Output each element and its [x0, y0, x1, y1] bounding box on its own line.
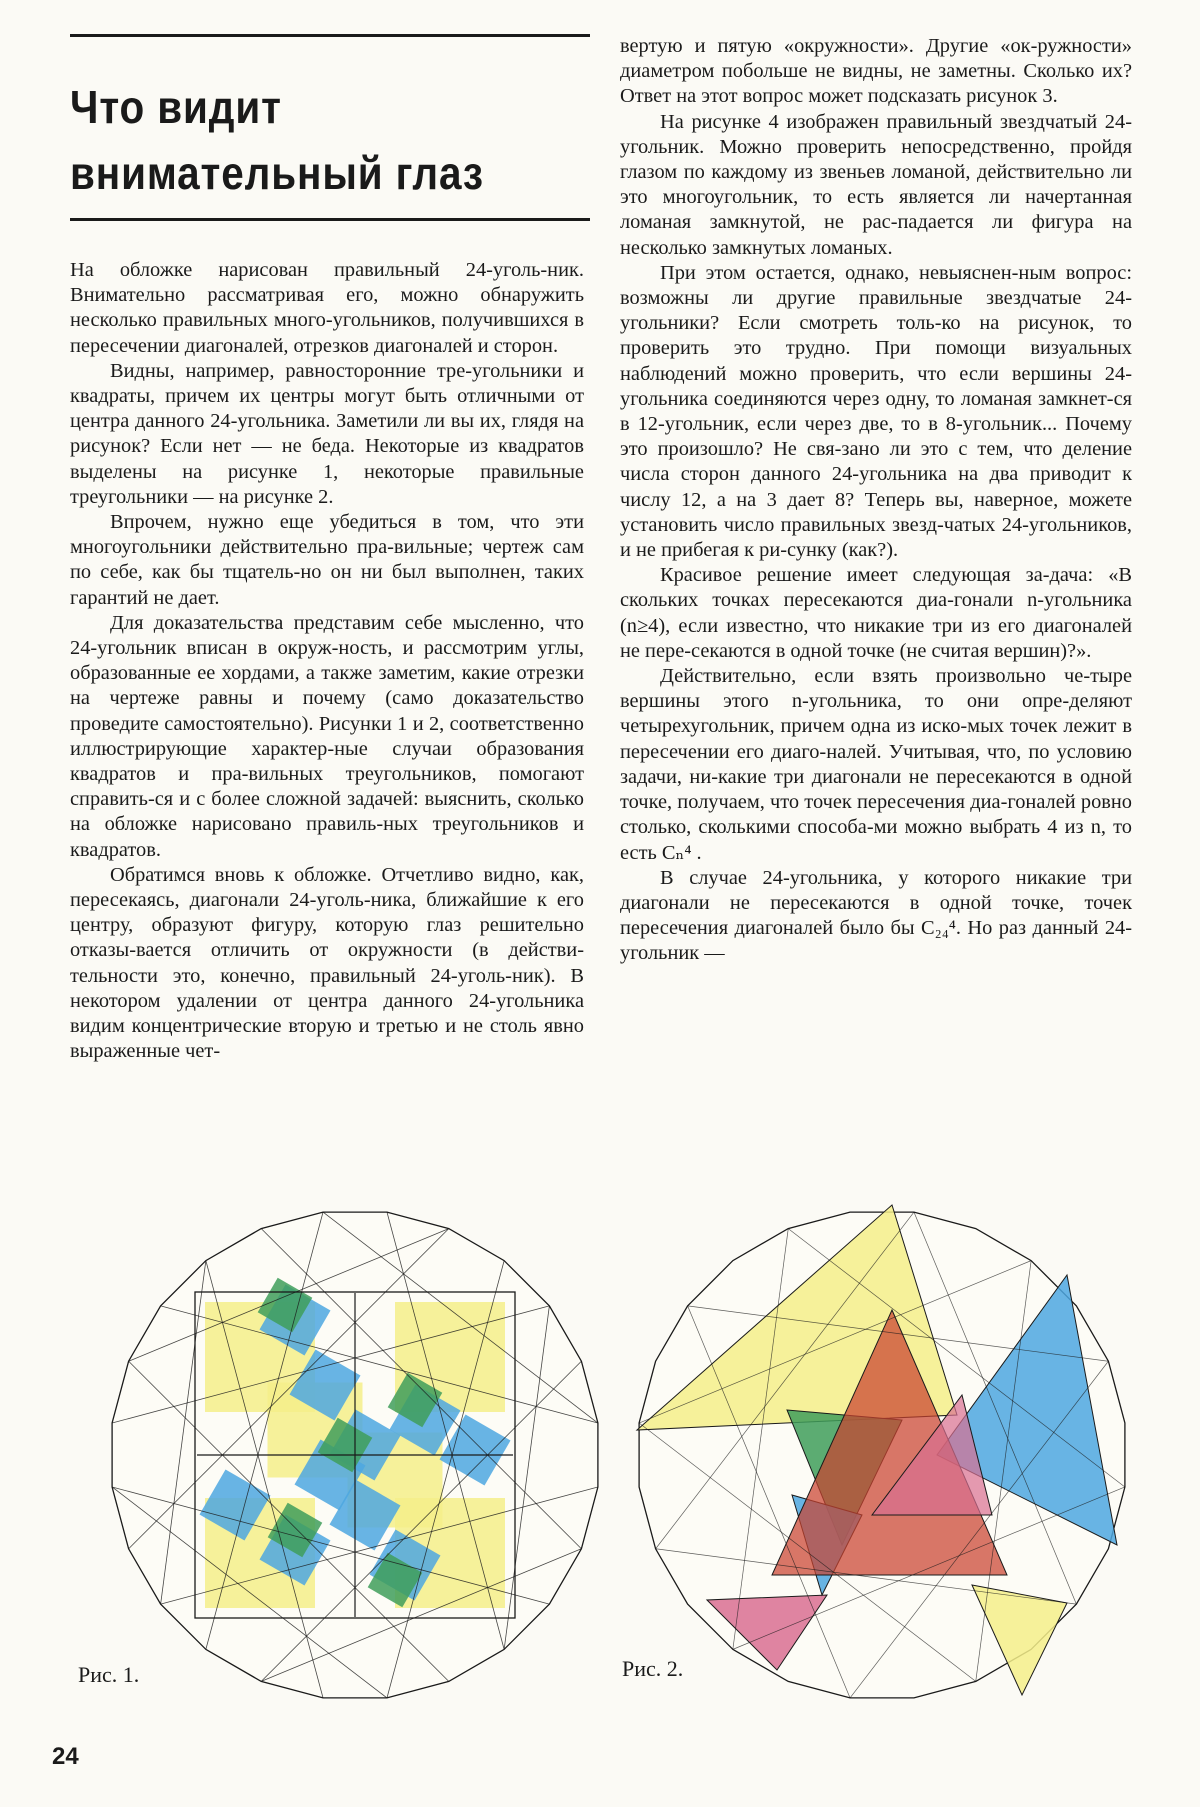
paragraph: Видны, например, равносторонние тре-угольники и квадраты, причем их центры могут быть отличными от центра данного 24-угольника. Заметили ли вы их, глядя на рисунок? Если нет — не беда. Некоторые из квадратов выделены на рисунке 1, некоторые правильные треугольники — на рисунке 2.: [70, 359, 584, 508]
paragraph: Обратимся вновь к обложке. Отчетливо видно, как, пересекаясь, диагонали 24-уголь-ника, ближайшие к его центру, образуют фигуру, которую глаз решительно отказы-вается отличить от окружности (в действи-тельности это, конечно, правильный 24-уголь-ник). В некотором удалении от центра данного 24-угольника видим концентрические вторую и третью и не столь явно выраженные чет-: [70, 863, 584, 1063]
figure-2-caption: Рис. 2.: [622, 1656, 684, 1681]
paragraph: Для доказательства представим себе мысленно, что 24-угольник вписан в окруж-ность, и рассмотрим углы, образованные ее хордами, а также заметим, какие отрезки на чертеже равны и почему (само доказательство проведите самостоятельно). Рисунки 1 и 2, соответственно иллюстрирующие характер-ные случаи образования квадратов и пра-вильных треугольников, помогают справить-ся и с более сложной задачей: выяснить, сколько на обложке нарисовано правиль-ных треугольников и квадратов.: [70, 611, 584, 861]
paragraph: На рисунке 4 изображен правильный звездчатый 24-угольник. Можно проверить непосредственно, пройдя глазом по каждому из звеньев ломаной, действительно ли это многоугольник, то есть является ли начертанная ломаная замкнутой, не рас-падается ли фигура на несколько замкнутых ломаных.: [620, 110, 1132, 259]
paragraph: Красивое решение имеет следующая за-дача: «В скольких точках пересекаются диа-гонали n-угольника (n≥4), если известно, что никакие три из его диагоналей не пере-секаются в одной точке (не считая вершин)?».: [620, 564, 1132, 662]
top-rule: [70, 34, 590, 37]
page-number: 24: [52, 1743, 79, 1770]
paragraph: На обложке нарисован правильный 24-уголь-ник. Внимательно рассматривая его, можно обнаружить несколько правильных много-угольников, получившихся в пересечении диагоналей, отрезков диагоналей и сторон.: [70, 259, 584, 357]
title-rule: [70, 218, 590, 221]
paragraph: Действительно, если взять произвольно че-тыре вершины этого n-угольника, то они опре-деляют четырехугольник, причем одна из иско-мых точек лежит в пересечении его диаго-налей. Учитывая, что, по условию задачи, ни-какие три диагонали не пересекаются в одной точке, получаем, что точек пересечения диа-гоналей ровно столько, сколькими способа-ми можно выбрать 4 из n, то есть Cₙ⁴ .: [620, 665, 1132, 864]
right-column: [620, 34, 1132, 967]
figure-1-caption: Рис. 1.: [78, 1662, 140, 1687]
article-title: Что видит внимательный глаз: [70, 81, 484, 199]
paragraph: вертую и пятую «окружности». Другие «ок-ружности» диаметром побольше не видны, не заметны. Сколько их? Ответ на этот вопрос может подсказать рисунок 3.: [620, 35, 1132, 108]
paragraph: В случае 24-угольника, у которого никакие три диагонали не пересекаются в одной точке, точек пересечения диагоналей было бы C₂₄⁴. Но раз данный 24-угольник —: [620, 866, 1132, 965]
figure-1: [95, 1195, 615, 1715]
paragraph: Впрочем, нужно еще убедиться в том, что эти многоугольники действительно пра-вильные; чертеж сам по себе, как бы тщатель-но он ни был выполнен, таких гарантий не дает.: [70, 511, 584, 609]
figure-2: [622, 1195, 1142, 1715]
left-column: [70, 258, 584, 1065]
paragraph: При этом остается, однако, невыяснен-ным вопрос: возможны ли другие правильные звездчатые 24-угольники? Если смотреть толь-ко на рисунок, то проверить это трудно. При помощи визуальных наблюдений можно проверить, что если вершины 24-угольника соединяются через одну, то ломаная замкнет-ся в 12-угольник, если через две, то в 8-угольник... Почему это произошло? Не свя-зано ли это с тем, что деление числа сторон данного 24-угольника на два приводит к числу 12, а на 3 дает 8? Теперь вы, наверное, можете установить число правильных звезд-чатых 24-угольников, и не прибегая к ри-сунку (как?).: [620, 261, 1132, 562]
